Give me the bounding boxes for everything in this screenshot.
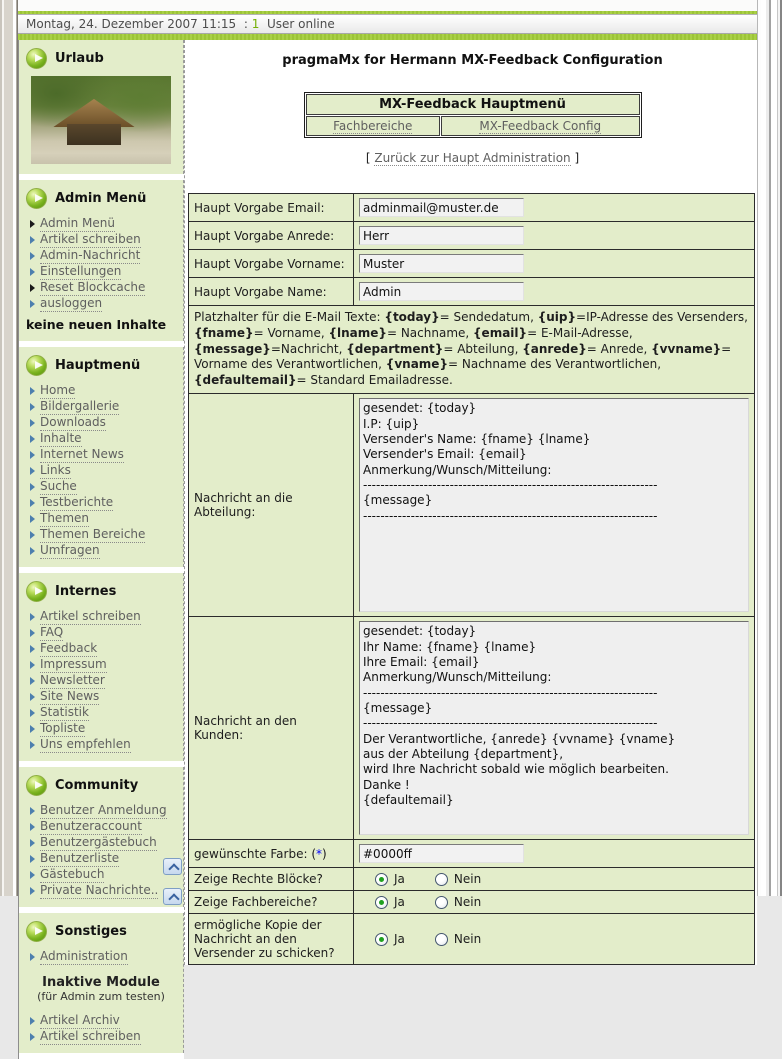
triangle-bullet-icon — [30, 871, 35, 879]
triangle-bullet-icon — [30, 531, 35, 539]
sidebar-link[interactable]: Artikel schreiben — [40, 232, 141, 246]
list-item — [30, 1029, 178, 1045]
sidebar-link[interactable]: Private Nachrichte.. — [40, 883, 159, 897]
sidebar-block-sonstiges — [19, 913, 184, 1053]
sidebar — [18, 40, 184, 1059]
list-item — [30, 835, 178, 851]
color-label-text: gewünschte Farbe: — [194, 846, 308, 861]
default-email-field[interactable] — [359, 198, 524, 217]
triangle-bullet-icon — [30, 807, 35, 815]
list-item — [30, 495, 178, 511]
triangle-bullet-icon — [30, 419, 35, 427]
sidebar-link[interactable]: Benutzergästebuch — [40, 835, 157, 849]
triangle-bullet-icon — [30, 236, 35, 244]
radio-row-label: Zeige Rechte Blöcke? — [189, 868, 354, 891]
list-item — [30, 248, 178, 264]
sonstiges-list — [22, 947, 180, 967]
sidebar-block-internes — [19, 573, 184, 761]
block-title-sonstiges: Sonstiges — [55, 924, 127, 939]
inactive-modules-note: (für Admin zum testen) — [37, 990, 165, 1003]
mx-feedback-config-link[interactable]: MX-Feedback Config — [479, 119, 602, 133]
online-count: 1 — [251, 17, 260, 31]
block-title-internes: Internes — [55, 584, 117, 599]
list-item — [30, 232, 178, 248]
list-item — [30, 431, 178, 447]
menu-cell-fachbereiche — [306, 116, 441, 136]
community-list — [22, 801, 180, 901]
list-item — [30, 609, 178, 625]
triangle-bullet-icon — [30, 515, 35, 523]
default-salutation-field[interactable] — [359, 226, 524, 245]
page-title: pragmaMx for Hermann MX-Feedback Configuration — [282, 53, 663, 68]
triangle-bullet-icon — [30, 435, 35, 443]
triangle-bullet-icon — [30, 483, 35, 491]
sidebar-link[interactable]: Home — [40, 383, 76, 397]
sidebar-link[interactable]: Themen Bereiche — [40, 527, 146, 541]
list-item — [30, 737, 178, 753]
online-label-text: User online — [266, 17, 335, 31]
paren-close: ) — [322, 846, 327, 861]
sidebar-link[interactable]: Uns empfehlen — [40, 737, 131, 751]
menu-cell-config — [441, 116, 639, 136]
list-item — [30, 657, 178, 673]
no-label: Nein — [453, 895, 482, 910]
scroll-up-button[interactable] — [163, 888, 182, 905]
main-content — [184, 40, 757, 965]
sidebar-link[interactable]: Artikel schreiben — [40, 1029, 141, 1043]
sidebar-link[interactable]: Benutzer Anmeldung — [40, 803, 167, 817]
triangle-bullet-icon — [30, 677, 35, 685]
list-item — [30, 689, 178, 705]
yes-radio[interactable] — [375, 873, 388, 886]
yes-label: Ja — [394, 932, 405, 947]
list-item — [30, 625, 178, 641]
triangle-bullet-icon — [30, 387, 35, 395]
list-item — [30, 543, 178, 559]
no-new-content-note: keine neuen Inhalte — [26, 317, 167, 332]
form-row — [189, 278, 755, 306]
fachbereiche-link[interactable]: Fachbereiche — [333, 119, 413, 133]
triangle-bullet-icon — [30, 693, 35, 701]
sidebar-link[interactable]: Site News — [40, 689, 100, 703]
required-asterisk: * — [316, 846, 323, 861]
yes-label: Ja — [394, 895, 405, 910]
default-name-field[interactable] — [359, 282, 524, 301]
triangle-bullet-icon — [30, 499, 35, 507]
back-link-line — [188, 151, 757, 165]
placeholder-note: Platzhalter für die E-Mail Texte: {today}= Sendedatum, {uip}=IP-Adresse des Versenders, {fname}= Vorname, {lname}= Nachname, {email}= E-Mail-Adresse, {message}=Nachricht, {department}= Abteilung, {anrede}= Anrede, {vvname}= Vorname des Verantwortlichen, {vname}= Nachname des Verantwortlichen, {defaultemail}= Standard Emailadresse. — [189, 306, 755, 394]
triangle-bullet-icon — [30, 839, 35, 847]
list-item — [30, 867, 178, 883]
no-label: Nein — [453, 872, 482, 887]
triangle-bullet-icon — [30, 823, 35, 831]
no-radio[interactable] — [435, 933, 448, 946]
triangle-bullet-icon — [30, 855, 35, 863]
placeholder-note-row — [189, 306, 755, 394]
back-to-admin-link[interactable]: Zurück zur Haupt Administration — [374, 151, 571, 165]
hauptmenu-list — [22, 381, 180, 561]
triangle-bullet-icon — [30, 300, 35, 308]
triangle-bullet-icon — [30, 451, 35, 459]
bracket-open: [ — [365, 151, 371, 165]
list-item — [30, 479, 178, 495]
browser-chrome-strip — [18, 0, 757, 11]
play-circle-icon — [26, 581, 47, 602]
sidebar-link[interactable]: Links — [40, 463, 71, 477]
radio-row-label: Zeige Fachbereiche? — [189, 891, 354, 914]
triangle-bullet-icon — [30, 403, 35, 411]
sidebar-link[interactable]: Artikel Archiv — [40, 1013, 120, 1027]
date-text: Montag, 24. Dezember 2007 11:15 — [26, 17, 237, 31]
triangle-bullet-icon — [30, 1017, 35, 1025]
list-item — [30, 705, 178, 721]
list-item — [30, 803, 178, 819]
radio-row — [189, 868, 755, 891]
list-item — [30, 883, 178, 899]
status-separator: : — [240, 17, 252, 31]
list-item — [30, 721, 178, 737]
feedback-main-menu-table — [304, 92, 642, 138]
list-item — [30, 1013, 178, 1029]
sidebar-block-admin-menu — [19, 180, 184, 341]
default-firstname-field[interactable] — [359, 254, 524, 273]
scroll-up-button[interactable] — [163, 858, 182, 875]
radio-row-label: ermögliche Kopie der Nachricht an den Versender zu schicken? — [189, 914, 354, 965]
inactive-modules-list — [22, 1011, 180, 1047]
sidebar-link[interactable]: Admin Menü — [40, 216, 116, 230]
admin-menu-list — [22, 214, 180, 314]
paren-open: ( — [311, 846, 317, 861]
triangle-bullet-icon — [30, 252, 35, 260]
sidebar-block-urlaub — [19, 40, 184, 174]
list-item — [30, 399, 178, 415]
yes-radio[interactable] — [375, 933, 388, 946]
field-label: Nachricht an den Kunden: — [189, 617, 354, 840]
triangle-bullet-icon — [30, 220, 35, 228]
sidebar-link[interactable]: Artikel schreiben — [40, 609, 141, 623]
sidebar-link[interactable]: Impressum — [40, 657, 107, 671]
sidebar-link[interactable]: Topliste — [40, 721, 86, 735]
triangle-bullet-icon — [30, 709, 35, 717]
list-item — [30, 819, 178, 835]
list-item — [30, 641, 178, 657]
form-row — [189, 840, 755, 868]
list-item — [30, 511, 178, 527]
date-status-bar — [18, 14, 757, 34]
sidebar-link[interactable]: Benutzeraccount — [40, 819, 142, 833]
sidebar-link[interactable]: Umfragen — [40, 543, 100, 557]
radio-row — [189, 914, 755, 965]
sidebar-link[interactable]: Administration — [40, 949, 128, 963]
sidebar-link[interactable]: Admin-Nachricht — [40, 248, 141, 262]
sidebar-link[interactable]: Internet News — [40, 447, 124, 461]
sidebar-link[interactable]: ausloggen — [40, 296, 103, 310]
window-frame-right — [771, 0, 782, 896]
play-circle-icon — [26, 188, 47, 209]
form-row — [189, 617, 755, 840]
list-item — [30, 383, 178, 399]
customer-message-textarea[interactable] — [359, 621, 749, 835]
list-item — [30, 949, 178, 965]
sidebar-link[interactable]: FAQ — [40, 625, 64, 639]
triangle-bullet-icon — [30, 629, 35, 637]
triangle-bullet-icon — [30, 741, 35, 749]
field-label: Haupt Vorgabe Anrede: — [189, 222, 354, 250]
no-label: Nein — [453, 932, 482, 947]
list-item — [30, 264, 178, 280]
list-item — [30, 463, 178, 479]
field-label: Haupt Vorgabe Name: — [189, 278, 354, 306]
form-row — [189, 250, 755, 278]
form-row — [189, 194, 755, 222]
sidebar-link[interactable]: Testberichte — [40, 495, 114, 509]
color-field[interactable] — [359, 844, 524, 863]
internes-list — [22, 607, 180, 755]
no-radio[interactable] — [435, 896, 448, 909]
form-row — [189, 394, 755, 617]
bracket-close: ] — [574, 151, 580, 165]
block-title-admin: Admin Menü — [55, 191, 147, 206]
sidebar-link[interactable]: Gästebuch — [40, 867, 105, 881]
list-item — [30, 280, 178, 296]
field-label: Haupt Vorgabe Vorname: — [189, 250, 354, 278]
field-label: Nachricht an die Abteilung: — [189, 394, 354, 617]
triangle-bullet-icon — [30, 613, 35, 621]
radio-rows — [189, 868, 755, 965]
sidebar-link[interactable]: Benutzerliste — [40, 851, 120, 865]
triangle-bullet-icon — [30, 725, 35, 733]
triangle-bullet-icon — [30, 467, 35, 475]
list-item — [30, 415, 178, 431]
triangle-bullet-icon — [30, 645, 35, 653]
list-item — [30, 851, 178, 867]
list-item — [30, 447, 178, 463]
department-message-textarea[interactable] — [359, 398, 749, 612]
sidebar-link[interactable]: Newsletter — [40, 673, 105, 687]
block-title-hauptmenu: Hauptmenü — [55, 358, 141, 373]
yes-radio[interactable] — [375, 896, 388, 909]
vertical-scrollbar[interactable] — [757, 0, 771, 896]
radio-row — [189, 891, 755, 914]
triangle-bullet-icon — [30, 887, 35, 895]
form-row — [189, 222, 755, 250]
list-item — [30, 673, 178, 689]
sidebar-link[interactable]: Reset Blockcache — [40, 280, 146, 294]
play-circle-icon — [26, 921, 47, 942]
list-item — [30, 527, 178, 543]
block-title-urlaub: Urlaub — [55, 51, 104, 66]
block-title-community: Community — [55, 778, 139, 793]
list-item — [30, 296, 178, 312]
vacation-photo — [31, 76, 171, 164]
play-circle-icon — [26, 775, 47, 796]
sidebar-link[interactable]: Statistik — [40, 705, 89, 719]
play-circle-icon — [26, 48, 47, 69]
triangle-bullet-icon — [30, 661, 35, 669]
play-circle-icon — [26, 355, 47, 376]
yes-label: Ja — [394, 872, 405, 887]
triangle-bullet-icon — [30, 953, 35, 961]
sidebar-link[interactable]: Themen — [40, 511, 89, 525]
triangle-bullet-icon — [30, 284, 35, 292]
sidebar-link[interactable]: Suche — [40, 479, 77, 493]
sidebar-link[interactable]: Feedback — [40, 641, 98, 655]
sidebar-block-community — [19, 767, 184, 907]
triangle-bullet-icon — [30, 547, 35, 555]
list-item — [30, 216, 178, 232]
triangle-bullet-icon — [30, 1033, 35, 1041]
sidebar-link[interactable]: Downloads — [40, 415, 106, 429]
field-label — [189, 840, 354, 868]
sidebar-link[interactable]: Inhalte — [40, 431, 82, 445]
config-form-table — [188, 193, 755, 965]
field-label: Haupt Vorgabe Email: — [189, 194, 354, 222]
window-frame-left — [0, 0, 18, 896]
inactive-modules-heading: Inaktive Module — [42, 975, 160, 990]
sidebar-block-hauptmenu — [19, 347, 184, 567]
triangle-bullet-icon — [30, 268, 35, 276]
sidebar-link[interactable]: Einstellungen — [40, 264, 122, 278]
menu-table-title: MX-Feedback Hauptmenü — [306, 94, 640, 115]
no-radio[interactable] — [435, 873, 448, 886]
sidebar-link[interactable]: Bildergallerie — [40, 399, 120, 413]
